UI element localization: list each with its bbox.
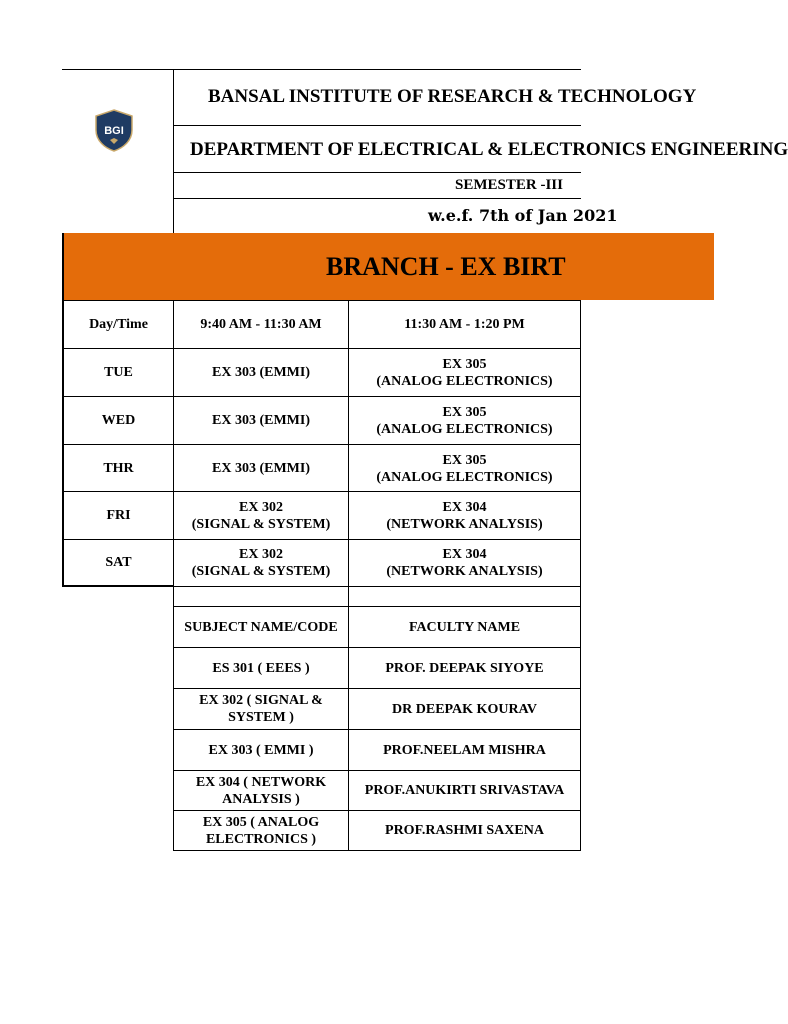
subject-line: EX 305 ( ANALOG xyxy=(202,814,320,830)
logo-text: BGI xyxy=(104,125,124,137)
subject-name: (NETWORK ANALYSIS) xyxy=(386,564,543,579)
subject-name: (ANALOG ELECTRONICS) xyxy=(376,469,553,485)
faculty-cell: PROF. DEEPAK SIYOYE xyxy=(348,647,581,689)
slot-cell: EX 303 (EMMI) xyxy=(173,348,349,397)
subject-name: (NETWORK ANALYSIS) xyxy=(386,516,543,532)
subject-cell xyxy=(173,688,349,730)
banner-left-border xyxy=(62,233,64,300)
subject-line: ES 301 ( EEES ) xyxy=(212,660,310,676)
subject-code: EX 305 xyxy=(442,404,487,420)
slot-cell xyxy=(348,491,581,540)
slot-cell xyxy=(348,444,581,493)
institute-name: BANSAL INSTITUTE OF RESEARCH & TECHNOLOGY xyxy=(208,86,697,107)
subject-line: SYSTEM ) xyxy=(228,710,294,725)
branch-title: BRANCH - EX BIRT xyxy=(326,252,566,281)
subject-cell xyxy=(173,810,349,851)
day-cell: THR xyxy=(62,444,174,493)
subject-cell xyxy=(173,647,349,689)
header-slot-1: 9:40 AM - 11:30 AM xyxy=(173,300,349,349)
faculty-cell: PROF.NEELAM MISHRA xyxy=(348,729,581,771)
wef-date: w.e.f. 7th of Jan 2021 xyxy=(428,206,618,225)
slot-cell xyxy=(173,539,349,587)
subject-code: EX 305 xyxy=(442,452,487,468)
slot-cell xyxy=(173,491,349,540)
subject-line: ELECTRONICS ) xyxy=(205,831,317,847)
slot-cell: EX 303 (EMMI) xyxy=(173,396,349,445)
faculty-cell: PROF.RASHMI SAXENA xyxy=(348,810,581,851)
subject-line: EX 303 ( EMMI ) xyxy=(208,742,314,758)
subject-code: EX 304 xyxy=(442,499,487,515)
day-cell: SAT xyxy=(62,539,174,587)
header-day-time: Day/Time xyxy=(62,300,174,349)
subject-line: EX 302 ( SIGNAL & xyxy=(199,693,323,708)
subject-name: (ANALOG ELECTRONICS) xyxy=(376,421,553,437)
subject-name: (ANALOG ELECTRONICS) xyxy=(376,373,553,389)
subject-code: EX 302 xyxy=(239,499,283,515)
subject-line: EX 304 ( NETWORK xyxy=(195,774,327,790)
day-cell: WED xyxy=(62,396,174,445)
empty-cell xyxy=(173,586,349,607)
slot-cell xyxy=(348,396,581,445)
subject-cell xyxy=(173,770,349,811)
faculty-cell: PROF.ANUKIRTI SRIVASTAVA xyxy=(348,770,581,811)
slot-cell xyxy=(348,348,581,397)
empty-cell xyxy=(348,586,581,607)
header-slot-2: 11:30 AM - 1:20 PM xyxy=(348,300,581,349)
department-name: DEPARTMENT OF ELECTRICAL & ELECTRONICS ENGINEERING xyxy=(190,139,788,160)
subject-name: (SIGNAL & SYSTEM) xyxy=(191,516,331,532)
subject-line: ANALYSIS ) xyxy=(222,791,300,807)
day-cell: FRI xyxy=(62,491,174,540)
header-faculty: FACULTY NAME xyxy=(348,606,581,648)
subject-code: EX 305 xyxy=(442,356,487,372)
subject-cell xyxy=(173,729,349,771)
subject-code: EX 302 xyxy=(239,547,283,562)
subject-name: (SIGNAL & SYSTEM) xyxy=(191,564,331,579)
semester-label: SEMESTER -III xyxy=(455,177,563,193)
day-cell: TUE xyxy=(62,348,174,397)
slot-cell: EX 303 (EMMI) xyxy=(173,444,349,493)
subject-code: EX 304 xyxy=(442,547,487,562)
faculty-cell: DR DEEPAK KOURAV xyxy=(348,688,581,730)
slot-cell xyxy=(348,539,581,587)
header-subject: SUBJECT NAME/CODE xyxy=(173,606,349,648)
